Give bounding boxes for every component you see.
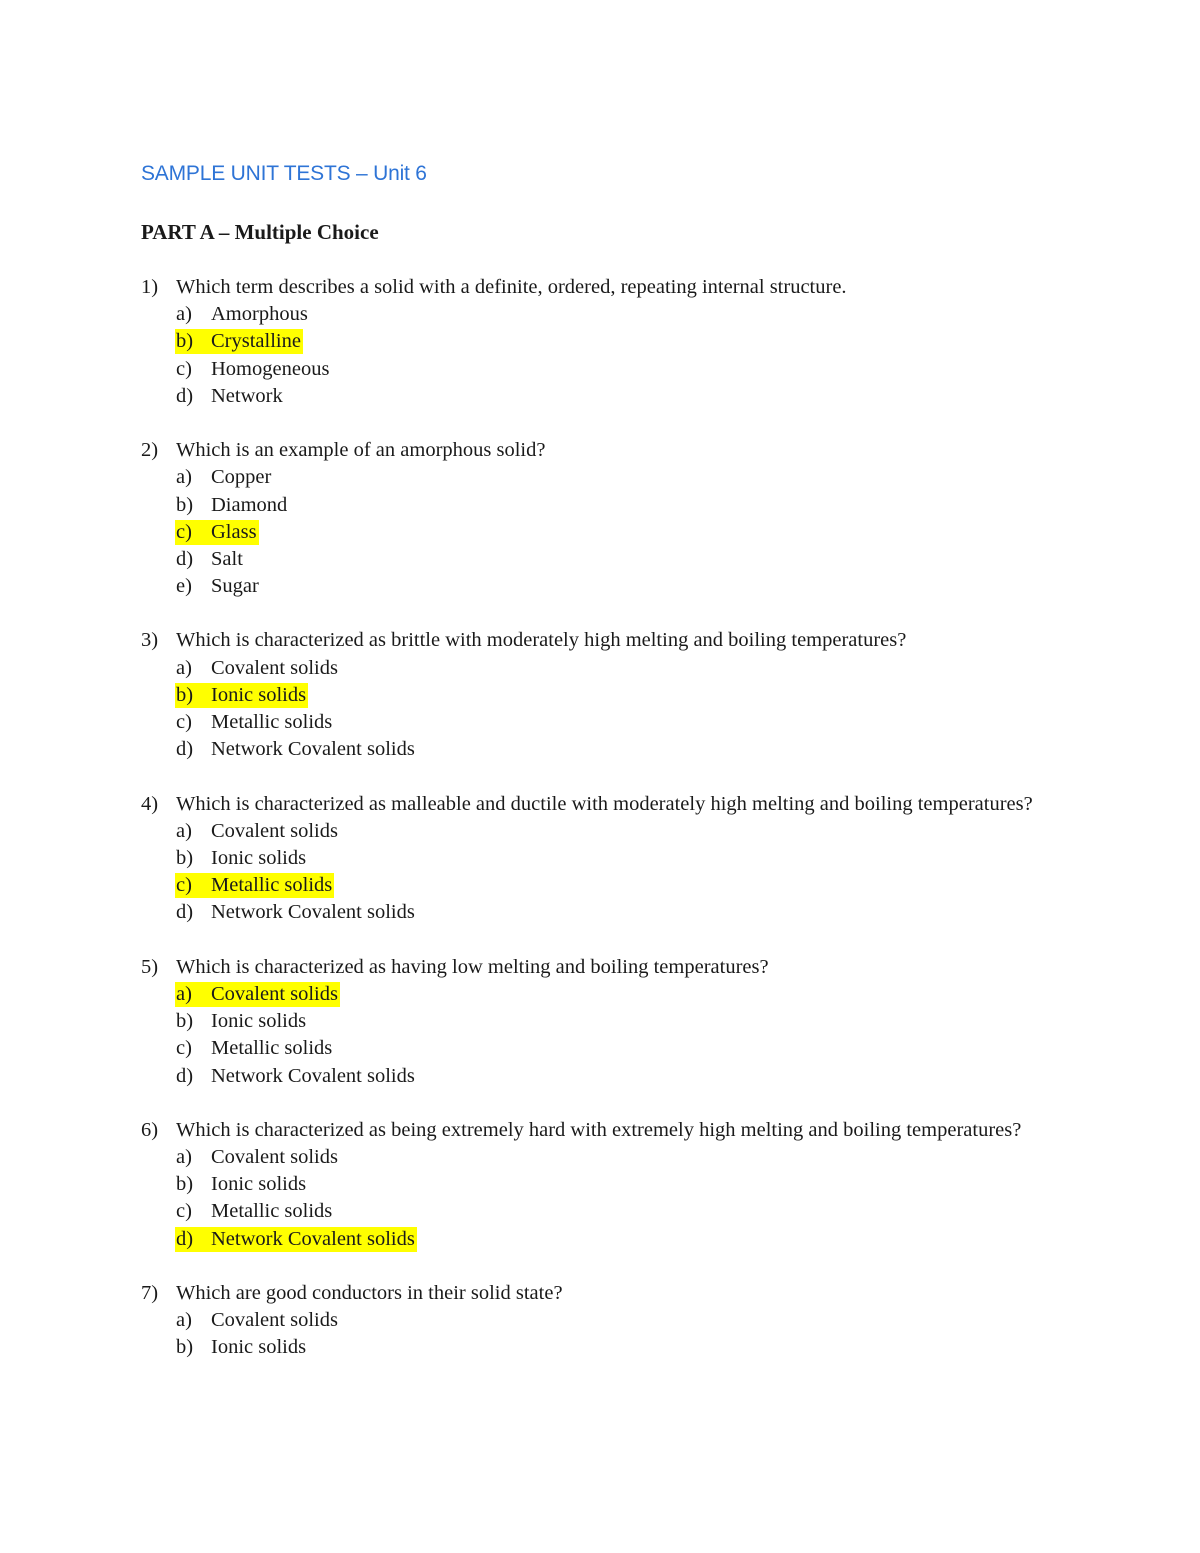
answer-option xyxy=(176,1035,1059,1062)
question-number: 3) xyxy=(141,629,159,652)
option-letter: c) xyxy=(176,520,192,543)
answer-choice xyxy=(175,710,334,735)
answer-options xyxy=(176,818,1059,927)
answer-choice xyxy=(175,737,417,762)
question-number: 5) xyxy=(141,955,159,978)
answer-choice xyxy=(175,574,261,599)
option-letter: d) xyxy=(176,547,194,570)
option-letter: a) xyxy=(176,982,192,1005)
answer-choice xyxy=(175,1036,334,1061)
answer-choice xyxy=(175,1009,308,1034)
option-letter: c) xyxy=(176,711,192,734)
answer-options xyxy=(176,464,1059,600)
option-letter: c) xyxy=(176,874,192,897)
question-item xyxy=(141,274,1059,410)
answer-choice xyxy=(175,1199,334,1224)
document-title: SAMPLE UNIT TESTS – Unit 6 xyxy=(141,162,427,185)
option-text: Sugar xyxy=(211,575,259,598)
question-number: 7) xyxy=(141,1282,159,1305)
question-text: Which term describes a solid with a definite, ordered, repeating internal structure. xyxy=(176,276,847,298)
question-text: Which is characterized as being extremely hard with extremely high melting and boiling temperatures? xyxy=(176,1118,1022,1141)
option-text: Covalent solids xyxy=(211,819,338,842)
option-text: Metallic solids xyxy=(211,874,333,897)
option-text: Network Covalent solids xyxy=(211,1227,415,1250)
question-list xyxy=(141,274,1059,1389)
question-item xyxy=(141,954,1059,1090)
highlighted-answer xyxy=(175,329,303,354)
answer-option xyxy=(176,818,1059,845)
highlighted-answer xyxy=(175,1227,417,1252)
highlighted-answer xyxy=(175,520,259,545)
option-letter: a) xyxy=(176,1309,192,1332)
option-text: Ionic solids xyxy=(211,847,307,869)
answer-option xyxy=(176,682,1059,709)
answer-option xyxy=(176,981,1059,1008)
answer-option xyxy=(176,872,1059,899)
answer-option xyxy=(176,301,1059,328)
option-text: Covalent solids xyxy=(211,1146,338,1169)
option-letter: b) xyxy=(176,1010,194,1033)
option-text: Amorphous xyxy=(211,303,308,326)
answer-options xyxy=(176,981,1059,1090)
option-text: Network xyxy=(211,384,283,407)
option-text: Ionic solids xyxy=(211,683,307,706)
answer-choice xyxy=(175,1335,308,1360)
option-text: Metallic solids xyxy=(211,1037,333,1060)
answer-option xyxy=(176,1063,1059,1090)
answer-option xyxy=(176,573,1059,600)
option-letter: b) xyxy=(176,1336,194,1359)
highlighted-answer xyxy=(175,873,334,898)
option-text: Covalent solids xyxy=(211,982,338,1005)
option-text: Copper xyxy=(211,466,272,489)
question-number: 2) xyxy=(141,439,159,462)
option-text: Ionic solids xyxy=(211,1010,307,1033)
option-letter: c) xyxy=(176,1200,192,1223)
answer-option xyxy=(176,1144,1059,1171)
option-letter: b) xyxy=(176,683,194,706)
answer-choice xyxy=(175,1064,417,1089)
answer-choice xyxy=(175,900,417,925)
answer-choice xyxy=(175,547,245,572)
answer-option xyxy=(176,1307,1059,1334)
option-text: Metallic solids xyxy=(211,1200,333,1223)
answer-option xyxy=(176,546,1059,573)
option-letter: b) xyxy=(176,330,194,353)
answer-choice xyxy=(175,493,289,518)
option-text: Salt xyxy=(211,547,243,570)
option-text: Covalent solids xyxy=(211,656,338,679)
option-text: Homogeneous xyxy=(211,357,330,380)
option-letter: c) xyxy=(176,1037,192,1060)
option-text: Ionic solids xyxy=(211,1336,307,1359)
option-text: Network Covalent solids xyxy=(211,738,415,761)
answer-choice xyxy=(175,384,285,409)
question-text: Which is characterized as having low melting and boiling temperatures? xyxy=(176,955,769,978)
option-letter: a) xyxy=(176,656,192,679)
option-text: Network Covalent solids xyxy=(211,901,415,924)
answer-choice xyxy=(175,846,308,871)
answer-options xyxy=(176,1307,1059,1361)
answer-option xyxy=(176,1334,1059,1361)
answer-option xyxy=(176,1198,1059,1225)
answer-option xyxy=(176,1008,1059,1035)
option-text: Ionic solids xyxy=(211,1173,307,1196)
option-letter: a) xyxy=(176,466,192,489)
answer-options xyxy=(176,1144,1059,1253)
option-letter: a) xyxy=(176,1146,192,1169)
option-letter: d) xyxy=(176,1227,194,1250)
answer-choice xyxy=(175,302,310,327)
question-item xyxy=(141,1117,1059,1253)
answer-option xyxy=(176,464,1059,491)
option-text: Network Covalent solids xyxy=(211,1064,415,1087)
answer-option xyxy=(176,1171,1059,1198)
option-letter: a) xyxy=(176,303,192,326)
option-letter: a) xyxy=(176,819,192,842)
answer-options xyxy=(176,301,1059,410)
option-text: Glass xyxy=(211,520,257,543)
option-text: Covalent solids xyxy=(211,1309,338,1332)
answer-options xyxy=(176,655,1059,764)
question-text: Which is characterized as brittle with moderately high melting and boiling temperatures? xyxy=(176,629,907,652)
option-letter: d) xyxy=(176,901,194,924)
answer-choice xyxy=(175,465,273,490)
option-text: Diamond xyxy=(211,493,288,516)
option-letter: b) xyxy=(176,493,194,516)
option-text: Crystalline xyxy=(211,330,301,353)
answer-choice xyxy=(175,656,340,681)
answer-option xyxy=(176,519,1059,546)
answer-option xyxy=(176,655,1059,682)
highlighted-answer xyxy=(175,683,308,708)
option-letter: d) xyxy=(176,384,194,407)
option-text: Metallic solids xyxy=(211,711,333,734)
answer-option xyxy=(176,492,1059,519)
part-title: PART A – Multiple Choice xyxy=(141,220,379,244)
answer-choice xyxy=(175,1308,340,1333)
question-item xyxy=(141,1280,1059,1362)
question-item xyxy=(141,627,1059,763)
option-letter: d) xyxy=(176,738,194,761)
question-number: 4) xyxy=(141,792,159,815)
answer-option xyxy=(176,1226,1059,1253)
question-item xyxy=(141,437,1059,600)
answer-option xyxy=(176,383,1059,410)
answer-option xyxy=(176,328,1059,355)
option-letter: b) xyxy=(176,1173,194,1196)
question-item xyxy=(141,791,1059,927)
option-letter: d) xyxy=(176,1064,194,1087)
answer-option xyxy=(176,845,1059,872)
answer-choice xyxy=(175,1172,308,1197)
highlighted-answer xyxy=(175,982,340,1007)
answer-option xyxy=(176,356,1059,383)
answer-choice xyxy=(175,357,331,382)
option-letter: e) xyxy=(176,575,192,598)
question-number: 6) xyxy=(141,1118,159,1141)
answer-choice xyxy=(175,819,340,844)
question-number: 1) xyxy=(141,276,159,298)
answer-choice xyxy=(175,1145,340,1170)
answer-option xyxy=(176,736,1059,763)
answer-option xyxy=(176,709,1059,736)
question-text: Which are good conductors in their solid state? xyxy=(176,1282,563,1305)
option-letter: c) xyxy=(176,357,192,380)
question-text: Which is an example of an amorphous solid? xyxy=(176,439,546,462)
answer-option xyxy=(176,899,1059,926)
option-letter: b) xyxy=(176,847,194,869)
question-text: Which is characterized as malleable and ductile with moderately high melting and boiling temperatures? xyxy=(176,792,1033,815)
